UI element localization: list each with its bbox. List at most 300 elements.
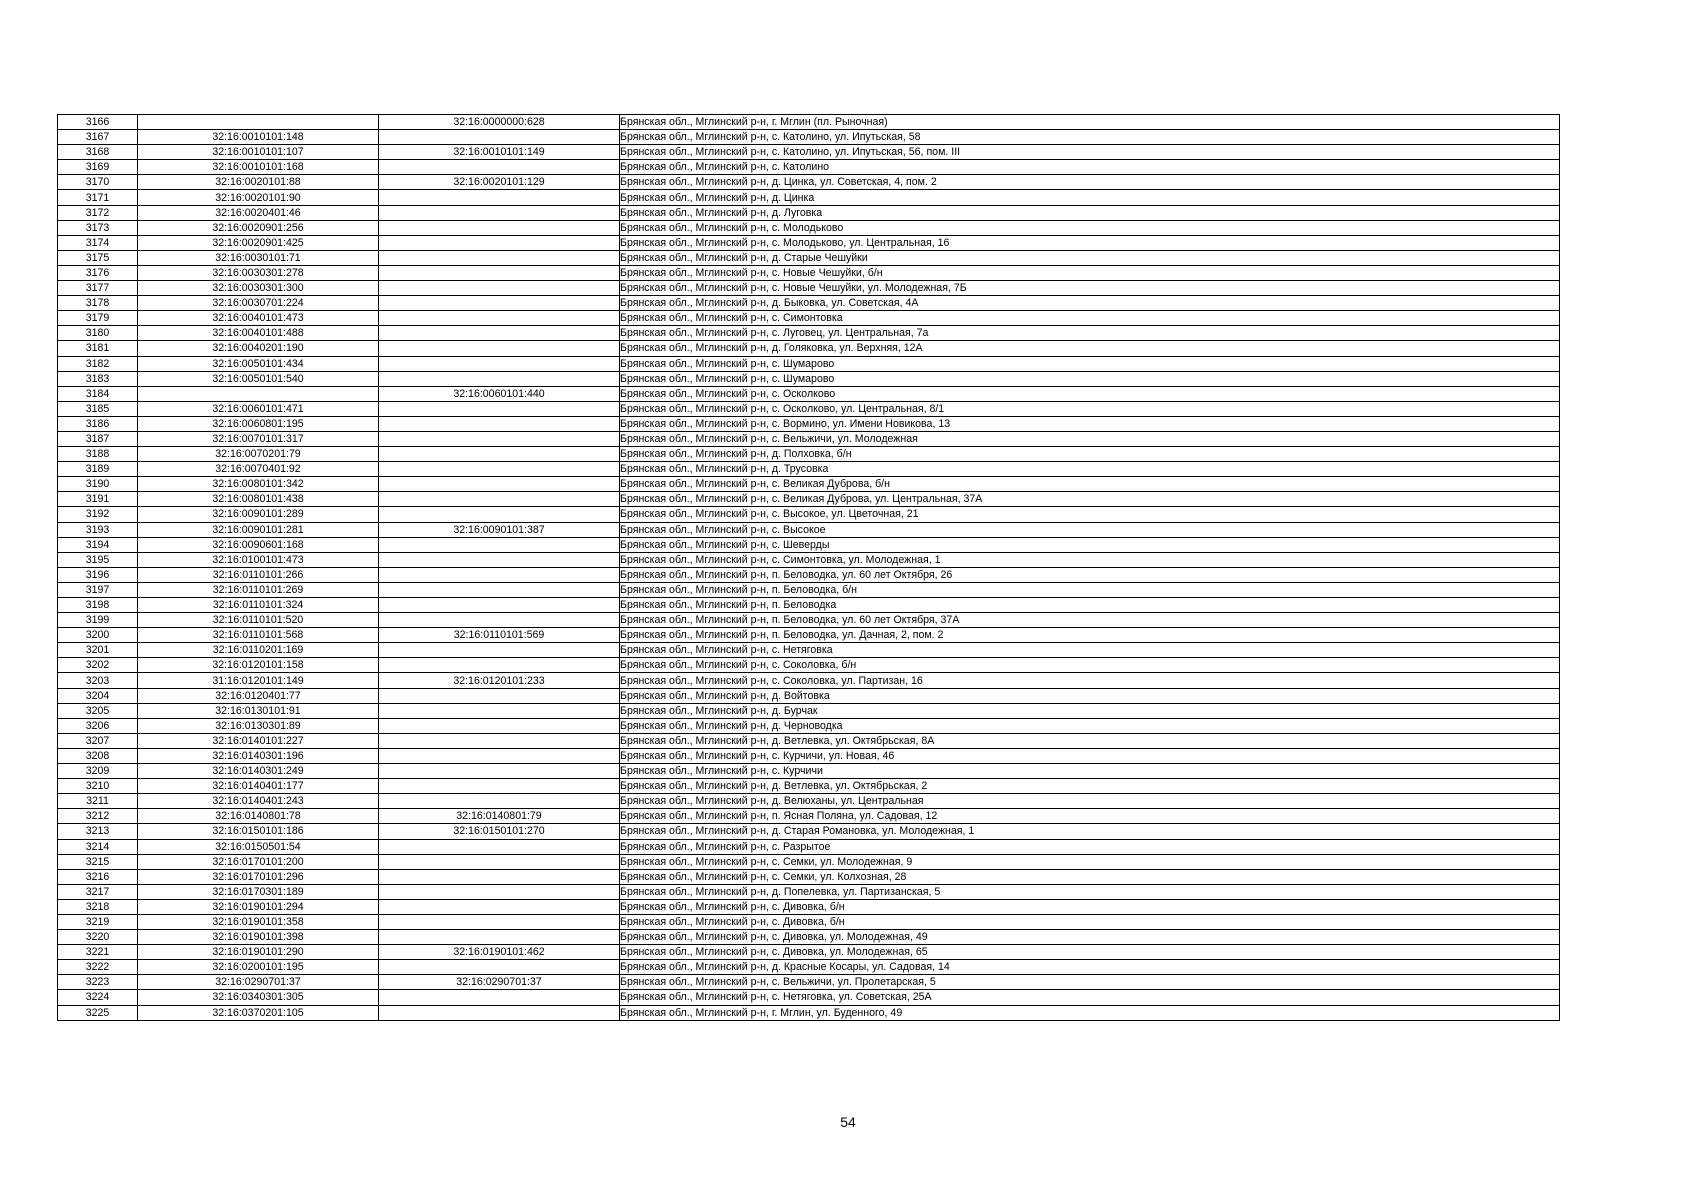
cadastral-number-land-cell: 32:16:0020901:256: [138, 220, 379, 235]
cadastral-number-land-cell: 32:16:0170301:189: [138, 884, 379, 899]
row-number-cell: 3172: [58, 205, 138, 220]
table-row: [58, 160, 1560, 175]
cadastral-number-land-cell: 32:16:0140101:227: [138, 733, 379, 748]
address-cell: Брянская обл., Мглинский р-н, с. Луговец, ул. Центральная, 7а: [620, 326, 1560, 341]
address-cell: Брянская обл., Мглинский р-н, д. Попелевка, ул. Партизанская, 5: [620, 884, 1560, 899]
cadastral-number-building-cell: [379, 688, 620, 703]
row-number-cell: 3192: [58, 507, 138, 522]
cadastral-number-land-cell: 32:16:0130301:89: [138, 718, 379, 733]
cadastral-number-building-cell: [379, 567, 620, 582]
row-number-cell: 3181: [58, 341, 138, 356]
row-number-cell: 3195: [58, 552, 138, 567]
address-cell: Брянская обл., Мглинский р-н, с. Дивовка, б/н: [620, 914, 1560, 929]
address-cell: Брянская обл., Мглинский р-н, п. Беловодка: [620, 598, 1560, 613]
address-cell: Брянская обл., Мглинский р-н, с. Симонтовка, ул. Молодежная, 1: [620, 552, 1560, 567]
table-row: [58, 145, 1560, 160]
row-number-cell: 3184: [58, 386, 138, 401]
cadastral-number-land-cell: 32:16:0080101:342: [138, 477, 379, 492]
cadastral-number-land-cell: 32:16:0340301:305: [138, 990, 379, 1005]
cadastral-number-land-cell: 32:16:0140301:249: [138, 764, 379, 779]
address-cell: Брянская обл., Мглинский р-н, д. Цинка, ул. Советская, 4, пом. 2: [620, 175, 1560, 190]
cadastral-number-land-cell: 32:16:0150501:54: [138, 839, 379, 854]
address-cell: Брянская обл., Мглинский р-н, с. Католино, ул. Ипутьская, 56, пом. III: [620, 145, 1560, 160]
row-number-cell: 3212: [58, 809, 138, 824]
address-cell: Брянская обл., Мглинский р-н, г. Мглин (пл. Рыночная): [620, 115, 1560, 130]
address-cell: Брянская обл., Мглинский р-н, с. Семки, ул. Молодежная, 9: [620, 854, 1560, 869]
table-row: [58, 115, 1560, 130]
cadastral-number-building-cell: [379, 884, 620, 899]
address-cell: Брянская обл., Мглинский р-н, с. Шеверды: [620, 537, 1560, 552]
cadastral-number-building-cell: [379, 416, 620, 431]
cadastral-number-land-cell: 32:16:0090101:289: [138, 507, 379, 522]
cadastral-number-building-cell: 32:16:0120101:233: [379, 673, 620, 688]
table-body: [58, 115, 1560, 1021]
cadastral-number-building-cell: [379, 703, 620, 718]
row-number-cell: 3207: [58, 733, 138, 748]
cadastral-number-building-cell: [379, 401, 620, 416]
cadastral-number-land-cell: 32:16:0110101:568: [138, 628, 379, 643]
cadastral-number-land-cell: 32:16:0040101:488: [138, 326, 379, 341]
address-cell: Брянская обл., Мглинский р-н, д. Быковка, ул. Советская, 4А: [620, 296, 1560, 311]
cadastral-number-land-cell: 32:16:0050101:540: [138, 371, 379, 386]
cadastral-number-land-cell: 32:16:0370201:105: [138, 1005, 379, 1020]
table-row: [58, 130, 1560, 145]
address-cell: Брянская обл., Мглинский р-н, д. Трусовка: [620, 462, 1560, 477]
row-number-cell: 3186: [58, 416, 138, 431]
cadastral-number-land-cell: 32:16:0170101:200: [138, 854, 379, 869]
table-row: [58, 190, 1560, 205]
row-number-cell: 3193: [58, 522, 138, 537]
cadastral-number-land-cell: 32:16:0020101:88: [138, 175, 379, 190]
row-number-cell: 3174: [58, 235, 138, 250]
table-row: [58, 175, 1560, 190]
address-cell: Брянская обл., Мглинский р-н, с. Симонтовка: [620, 311, 1560, 326]
row-number-cell: 3199: [58, 613, 138, 628]
cadastral-number-land-cell: 32:16:0040201:190: [138, 341, 379, 356]
cadastral-number-land-cell: 32:16:0030701:224: [138, 296, 379, 311]
cadastral-number-land-cell: 32:16:0030301:278: [138, 265, 379, 280]
cadastral-number-building-cell: [379, 930, 620, 945]
table-row: [58, 567, 1560, 582]
address-cell: Брянская обл., Мглинский р-н, п. Ясная Поляна, ул. Садовая, 12: [620, 809, 1560, 824]
cadastral-number-land-cell: 32:16:0170101:296: [138, 869, 379, 884]
cadastral-number-building-cell: [379, 462, 620, 477]
table-row: [58, 975, 1560, 990]
table-row: [58, 869, 1560, 884]
cadastral-number-building-cell: [379, 960, 620, 975]
row-number-cell: 3223: [58, 975, 138, 990]
row-number-cell: 3166: [58, 115, 138, 130]
cadastral-number-building-cell: [379, 839, 620, 854]
cadastral-number-land-cell: 32:16:0020101:90: [138, 190, 379, 205]
address-cell: Брянская обл., Мглинский р-н, с. Осколково: [620, 386, 1560, 401]
row-number-cell: 3206: [58, 718, 138, 733]
row-number-cell: 3182: [58, 356, 138, 371]
row-number-cell: 3225: [58, 1005, 138, 1020]
table-row: [58, 598, 1560, 613]
cadastral-number-building-cell: [379, 914, 620, 929]
row-number-cell: 3187: [58, 431, 138, 446]
address-cell: Брянская обл., Мглинский р-н, п. Беловодка, ул. 60 лет Октября, 26: [620, 567, 1560, 582]
cadastral-number-land-cell: 32:16:0200101:195: [138, 960, 379, 975]
row-number-cell: 3218: [58, 899, 138, 914]
table-row: [58, 371, 1560, 386]
cadastral-number-building-cell: 32:16:0290701:37: [379, 975, 620, 990]
row-number-cell: 3196: [58, 567, 138, 582]
cadastral-number-land-cell: 32:16:0290701:37: [138, 975, 379, 990]
row-number-cell: 3210: [58, 779, 138, 794]
table-row: [58, 673, 1560, 688]
address-cell: Брянская обл., Мглинский р-н, д. Ветлевка, ул. Октябрьская, 8А: [620, 733, 1560, 748]
cadastral-number-land-cell: 32:16:0010101:168: [138, 160, 379, 175]
row-number-cell: 3169: [58, 160, 138, 175]
cadastral-number-land-cell: 32:16:0010101:107: [138, 145, 379, 160]
cadastral-number-land-cell: 32:16:0190101:294: [138, 899, 379, 914]
row-number-cell: 3224: [58, 990, 138, 1005]
row-number-cell: 3170: [58, 175, 138, 190]
row-number-cell: 3190: [58, 477, 138, 492]
address-cell: Брянская обл., Мглинский р-н, г. Мглин, ул. Буденного, 49: [620, 1005, 1560, 1020]
cadastral-number-building-cell: [379, 1005, 620, 1020]
table-row: [58, 960, 1560, 975]
address-cell: Брянская обл., Мглинский р-н, с. Вормино, ул. Имени Новикова, 13: [620, 416, 1560, 431]
table-row: [58, 688, 1560, 703]
row-number-cell: 3189: [58, 462, 138, 477]
table-row: [58, 431, 1560, 446]
table-row: [58, 326, 1560, 341]
cadastral-number-building-cell: [379, 311, 620, 326]
cadastral-number-building-cell: [379, 431, 620, 446]
cadastral-number-building-cell: [379, 130, 620, 145]
row-number-cell: 3219: [58, 914, 138, 929]
cadastral-number-land-cell: [138, 115, 379, 130]
cadastral-number-building-cell: [379, 296, 620, 311]
cadastral-number-building-cell: 32:16:0000000:628: [379, 115, 620, 130]
address-cell: Брянская обл., Мглинский р-н, д. Войтовка: [620, 688, 1560, 703]
cadastral-number-building-cell: [379, 990, 620, 1005]
table-row: [58, 250, 1560, 265]
property-registry-table: [57, 114, 1560, 1021]
cadastral-number-building-cell: [379, 281, 620, 296]
table-row: [58, 492, 1560, 507]
address-cell: Брянская обл., Мглинский р-н, д. Луговка: [620, 205, 1560, 220]
page-number: 54: [840, 1114, 856, 1130]
address-cell: Брянская обл., Мглинский р-н, с. Новые Чешуйки, б/н: [620, 265, 1560, 280]
address-cell: Брянская обл., Мглинский р-н, с. Курчичи: [620, 764, 1560, 779]
address-cell: Брянская обл., Мглинский р-н, с. Молодьково, ул. Центральная, 16: [620, 235, 1560, 250]
row-number-cell: 3194: [58, 537, 138, 552]
row-number-cell: 3167: [58, 130, 138, 145]
row-number-cell: 3202: [58, 658, 138, 673]
cadastral-number-land-cell: 32:16:0020901:425: [138, 235, 379, 250]
address-cell: Брянская обл., Мглинский р-н, с. Великая Дуброва, ул. Центральная, 37А: [620, 492, 1560, 507]
row-number-cell: 3203: [58, 673, 138, 688]
row-number-cell: 3185: [58, 401, 138, 416]
cadastral-number-land-cell: 32:16:0060801:195: [138, 416, 379, 431]
address-cell: Брянская обл., Мглинский р-н, д. Черноводка: [620, 718, 1560, 733]
row-number-cell: 3176: [58, 265, 138, 280]
row-number-cell: 3204: [58, 688, 138, 703]
row-number-cell: 3205: [58, 703, 138, 718]
table-row: [58, 296, 1560, 311]
cadastral-number-building-cell: 32:16:0060101:440: [379, 386, 620, 401]
table-row: [58, 779, 1560, 794]
cadastral-number-building-cell: [379, 235, 620, 250]
cadastral-number-land-cell: 32:16:0020401:46: [138, 205, 379, 220]
cadastral-number-building-cell: 32:16:0140801:79: [379, 809, 620, 824]
cadastral-number-building-cell: [379, 598, 620, 613]
cadastral-number-building-cell: [379, 733, 620, 748]
cadastral-number-building-cell: [379, 326, 620, 341]
cadastral-number-building-cell: 32:16:0020101:129: [379, 175, 620, 190]
cadastral-number-land-cell: 32:16:0100101:473: [138, 552, 379, 567]
row-number-cell: 3220: [58, 930, 138, 945]
row-number-cell: 3222: [58, 960, 138, 975]
table-row: [58, 205, 1560, 220]
address-cell: Брянская обл., Мглинский р-н, с. Соколовка, б/н: [620, 658, 1560, 673]
table-row: [58, 643, 1560, 658]
address-cell: Брянская обл., Мглинский р-н, п. Беловодка, б/н: [620, 582, 1560, 597]
cadastral-number-building-cell: [379, 764, 620, 779]
table-row: [58, 1005, 1560, 1020]
row-number-cell: 3214: [58, 839, 138, 854]
table-row: [58, 386, 1560, 401]
address-cell: Брянская обл., Мглинский р-н, с. Высокое: [620, 522, 1560, 537]
address-cell: Брянская обл., Мглинский р-н, д. Красные Косары, ул. Садовая, 14: [620, 960, 1560, 975]
table-row: [58, 854, 1560, 869]
row-number-cell: 3200: [58, 628, 138, 643]
address-cell: Брянская обл., Мглинский р-н, с. Курчичи, ул. Новая, 46: [620, 748, 1560, 763]
address-cell: Брянская обл., Мглинский р-н, с. Дивовка, б/н: [620, 899, 1560, 914]
cadastral-number-land-cell: 32:16:0120101:158: [138, 658, 379, 673]
cadastral-number-land-cell: 32:16:0030101:71: [138, 250, 379, 265]
address-cell: Брянская обл., Мглинский р-н, п. Беловодка, ул. 60 лет Октября, 37А: [620, 613, 1560, 628]
table-row: [58, 522, 1560, 537]
table-row: [58, 447, 1560, 462]
address-cell: Брянская обл., Мглинский р-н, с. Нетяговка: [620, 643, 1560, 658]
address-cell: Брянская обл., Мглинский р-н, с. Семки, ул. Колхозная, 28: [620, 869, 1560, 884]
table-row: [58, 945, 1560, 960]
address-cell: Брянская обл., Мглинский р-н, с. Нетяговка, ул. Советская, 25А: [620, 990, 1560, 1005]
table-row: [58, 824, 1560, 839]
row-number-cell: 3216: [58, 869, 138, 884]
table-row: [58, 265, 1560, 280]
row-number-cell: 3178: [58, 296, 138, 311]
cadastral-number-building-cell: [379, 220, 620, 235]
table-row: [58, 899, 1560, 914]
cadastral-number-land-cell: 32:16:0010101:148: [138, 130, 379, 145]
table-row: [58, 764, 1560, 779]
row-number-cell: 3183: [58, 371, 138, 386]
row-number-cell: 3215: [58, 854, 138, 869]
row-number-cell: 3201: [58, 643, 138, 658]
row-number-cell: 3213: [58, 824, 138, 839]
cadastral-number-building-cell: [379, 582, 620, 597]
cadastral-number-land-cell: 32:16:0190101:398: [138, 930, 379, 945]
cadastral-number-building-cell: [379, 265, 620, 280]
cadastral-number-land-cell: 32:16:0040101:473: [138, 311, 379, 326]
cadastral-number-building-cell: [379, 779, 620, 794]
table-row: [58, 930, 1560, 945]
address-cell: Брянская обл., Мглинский р-н, п. Беловодка, ул. Дачная, 2, пом. 2: [620, 628, 1560, 643]
row-number-cell: 3179: [58, 311, 138, 326]
row-number-cell: 3171: [58, 190, 138, 205]
table-row: [58, 809, 1560, 824]
cadastral-number-land-cell: 32:16:0140401:177: [138, 779, 379, 794]
cadastral-number-building-cell: 32:16:0090101:387: [379, 522, 620, 537]
address-cell: Брянская обл., Мглинский р-н, д. Велюханы, ул. Центральная: [620, 794, 1560, 809]
address-cell: Брянская обл., Мглинский р-н, с. Дивовка, ул. Молодежная, 49: [620, 930, 1560, 945]
address-cell: Брянская обл., Мглинский р-н, с. Осколково, ул. Центральная, 8/1: [620, 401, 1560, 416]
table-row: [58, 582, 1560, 597]
table-row: [58, 401, 1560, 416]
address-cell: Брянская обл., Мглинский р-н, д. Бурчак: [620, 703, 1560, 718]
row-number-cell: 3221: [58, 945, 138, 960]
address-cell: Брянская обл., Мглинский р-н, д. Ветлевка, ул. Октябрьская, 2: [620, 779, 1560, 794]
address-cell: Брянская обл., Мглинский р-н, с. Великая Дуброва, б/н: [620, 477, 1560, 492]
cadastral-number-land-cell: 32:16:0190101:358: [138, 914, 379, 929]
table-row: [58, 416, 1560, 431]
address-cell: Брянская обл., Мглинский р-н, с. Дивовка, ул. Молодежная, 65: [620, 945, 1560, 960]
cadastral-number-land-cell: [138, 386, 379, 401]
table-row: [58, 552, 1560, 567]
cadastral-number-land-cell: 32:16:0110101:269: [138, 582, 379, 597]
table-row: [58, 794, 1560, 809]
cadastral-number-land-cell: 32:16:0140301:196: [138, 748, 379, 763]
cadastral-number-building-cell: [379, 748, 620, 763]
cadastral-number-building-cell: [379, 854, 620, 869]
cadastral-number-building-cell: [379, 205, 620, 220]
cadastral-number-building-cell: [379, 613, 620, 628]
table-row: [58, 914, 1560, 929]
cadastral-number-land-cell: 32:16:0140401:243: [138, 794, 379, 809]
row-number-cell: 3209: [58, 764, 138, 779]
row-number-cell: 3168: [58, 145, 138, 160]
row-number-cell: 3211: [58, 794, 138, 809]
cadastral-number-building-cell: [379, 869, 620, 884]
address-cell: Брянская обл., Мглинский р-н, с. Шумарово: [620, 356, 1560, 371]
cadastral-number-land-cell: 32:16:0030301:300: [138, 281, 379, 296]
address-cell: Брянская обл., Мглинский р-н, с. Католино: [620, 160, 1560, 175]
cadastral-number-building-cell: [379, 356, 620, 371]
row-number-cell: 3177: [58, 281, 138, 296]
table-row: [58, 718, 1560, 733]
address-cell: Брянская обл., Мглинский р-н, с. Высокое, ул. Цветочная, 21: [620, 507, 1560, 522]
cadastral-number-building-cell: [379, 160, 620, 175]
table-row: [58, 990, 1560, 1005]
table-row: [58, 507, 1560, 522]
cadastral-number-land-cell: 32:16:0080101:438: [138, 492, 379, 507]
address-cell: Брянская обл., Мглинский р-н, с. Шумарово: [620, 371, 1560, 386]
address-cell: Брянская обл., Мглинский р-н, д. Старая Романовка, ул. Молодежная, 1: [620, 824, 1560, 839]
cadastral-number-building-cell: [379, 658, 620, 673]
address-cell: Брянская обл., Мглинский р-н, д. Цинка: [620, 190, 1560, 205]
address-cell: Брянская обл., Мглинский р-н, с. Соколовка, ул. Партизан, 16: [620, 673, 1560, 688]
cadastral-number-land-cell: 32:16:0070101:317: [138, 431, 379, 446]
cadastral-number-land-cell: 32:16:0150101:186: [138, 824, 379, 839]
table-row: [58, 703, 1560, 718]
row-number-cell: 3191: [58, 492, 138, 507]
cadastral-number-building-cell: [379, 552, 620, 567]
row-number-cell: 3180: [58, 326, 138, 341]
cadastral-number-building-cell: [379, 447, 620, 462]
table-row: [58, 356, 1560, 371]
cadastral-number-land-cell: 32:16:0070401:92: [138, 462, 379, 477]
row-number-cell: 3198: [58, 598, 138, 613]
cadastral-number-building-cell: [379, 371, 620, 386]
address-cell: Брянская обл., Мглинский р-н, д. Полховка, б/н: [620, 447, 1560, 462]
cadastral-number-building-cell: [379, 492, 620, 507]
table-row: [58, 839, 1560, 854]
cadastral-number-land-cell: 31:16:0120101:149: [138, 673, 379, 688]
cadastral-number-building-cell: [379, 477, 620, 492]
cadastral-number-land-cell: 32:16:0110101:520: [138, 613, 379, 628]
row-number-cell: 3173: [58, 220, 138, 235]
table-row: [58, 733, 1560, 748]
cadastral-number-land-cell: 32:16:0120401:77: [138, 688, 379, 703]
table-row: [58, 537, 1560, 552]
cadastral-number-building-cell: [379, 899, 620, 914]
cadastral-number-land-cell: 32:16:0110101:266: [138, 567, 379, 582]
table-row: [58, 477, 1560, 492]
table-row: [58, 613, 1560, 628]
cadastral-number-building-cell: [379, 718, 620, 733]
address-cell: Брянская обл., Мглинский р-н, с. Новые Чешуйки, ул. Молодежная, 7Б: [620, 281, 1560, 296]
address-cell: Брянская обл., Мглинский р-н, с. Молодьково: [620, 220, 1560, 235]
cadastral-number-building-cell: [379, 794, 620, 809]
table-row: [58, 884, 1560, 899]
cadastral-number-land-cell: 32:16:0090101:281: [138, 522, 379, 537]
table-row: [58, 235, 1560, 250]
row-number-cell: 3197: [58, 582, 138, 597]
cadastral-number-building-cell: 32:16:0010101:149: [379, 145, 620, 160]
cadastral-number-building-cell: [379, 643, 620, 658]
cadastral-number-building-cell: [379, 537, 620, 552]
cadastral-number-land-cell: 32:16:0190101:290: [138, 945, 379, 960]
table-row: [58, 341, 1560, 356]
table-row: [58, 281, 1560, 296]
table-row: [58, 628, 1560, 643]
cadastral-number-building-cell: 32:16:0110101:569: [379, 628, 620, 643]
table-row: [58, 462, 1560, 477]
cadastral-number-building-cell: [379, 250, 620, 265]
row-number-cell: 3217: [58, 884, 138, 899]
cadastral-number-land-cell: 32:16:0090601:168: [138, 537, 379, 552]
cadastral-number-land-cell: 32:16:0050101:434: [138, 356, 379, 371]
row-number-cell: 3175: [58, 250, 138, 265]
table-row: [58, 658, 1560, 673]
cadastral-number-land-cell: 32:16:0140801:78: [138, 809, 379, 824]
row-number-cell: 3208: [58, 748, 138, 763]
cadastral-number-land-cell: 32:16:0060101:471: [138, 401, 379, 416]
cadastral-number-building-cell: 32:16:0150101:270: [379, 824, 620, 839]
address-cell: Брянская обл., Мглинский р-н, с. Вельжичи, ул. Молодежная: [620, 431, 1560, 446]
cadastral-number-land-cell: 32:16:0110101:324: [138, 598, 379, 613]
table-row: [58, 220, 1560, 235]
cadastral-number-building-cell: [379, 190, 620, 205]
table-row: [58, 311, 1560, 326]
row-number-cell: 3188: [58, 447, 138, 462]
address-cell: Брянская обл., Мглинский р-н, д. Голяковка, ул. Верхняя, 12А: [620, 341, 1560, 356]
cadastral-number-land-cell: 32:16:0130101:91: [138, 703, 379, 718]
cadastral-number-building-cell: 32:16:0190101:462: [379, 945, 620, 960]
cadastral-number-building-cell: [379, 341, 620, 356]
cadastral-number-building-cell: [379, 507, 620, 522]
address-cell: Брянская обл., Мглинский р-н, с. Вельжичи, ул. Пролетарская, 5: [620, 975, 1560, 990]
cadastral-number-land-cell: 32:16:0110201:169: [138, 643, 379, 658]
address-cell: Брянская обл., Мглинский р-н, с. Католино, ул. Ипутьская, 58: [620, 130, 1560, 145]
address-cell: Брянская обл., Мглинский р-н, с. Разрытое: [620, 839, 1560, 854]
